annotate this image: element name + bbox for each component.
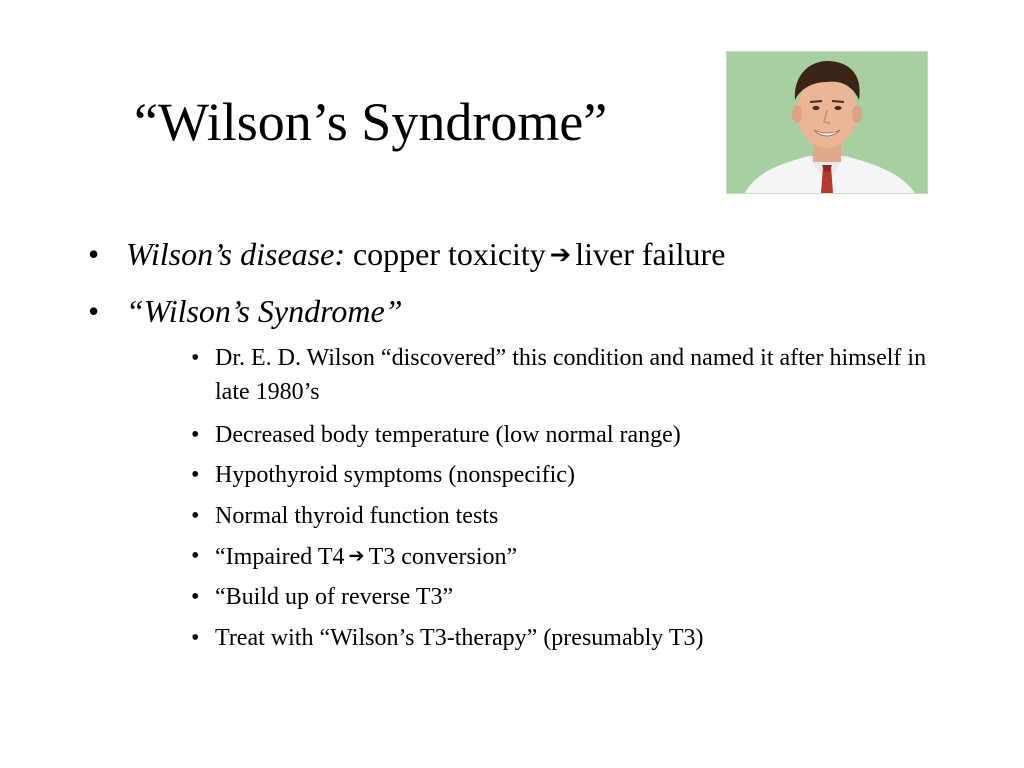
sub-bullet-dot: • bbox=[191, 625, 200, 651]
sub-bullet-text bbox=[215, 539, 951, 574]
sub-bullet-dot: • bbox=[191, 345, 200, 371]
sub-bullet-item bbox=[191, 580, 951, 614]
bullet-text bbox=[126, 292, 402, 330]
sub-bullet-dot: • bbox=[191, 462, 200, 488]
sub-bullet-dot: • bbox=[191, 584, 200, 610]
bullet-italic-term: Wilson’s disease: bbox=[126, 236, 345, 272]
sub-bullet-text: “Build up of reverse T3” bbox=[215, 584, 454, 610]
sub-bullet-text: Hypothyroid symptoms (nonspecific) bbox=[215, 462, 575, 488]
sub-bullet-dot: • bbox=[191, 422, 200, 448]
sub-bullet-item bbox=[191, 621, 951, 655]
sub-bullet-text: Dr. E. D. Wilson “discovered” this condition and named it after himself in late 1980’s bbox=[215, 345, 927, 405]
bullet-dot: • bbox=[88, 236, 100, 272]
portrait-photo bbox=[727, 52, 927, 193]
right-arrow-icon: ➔ bbox=[348, 544, 365, 567]
sub-bullet-text-after-arrow: T3 conversion” bbox=[368, 544, 518, 570]
right-arrow-icon: ➔ bbox=[549, 240, 572, 270]
bullet-italic-term: “Wilson’s Syndrome” bbox=[126, 293, 403, 329]
bullet-text-after-arrow: liver failure bbox=[575, 236, 726, 272]
portrait-photo-icon bbox=[727, 52, 927, 193]
slide-title: “Wilson’s Syndrome” bbox=[134, 92, 608, 152]
sub-bullet-text: Decreased body temperature (low normal range) bbox=[215, 422, 681, 448]
sub-bullet-dot: • bbox=[191, 503, 200, 529]
sub-bullet-item bbox=[191, 341, 951, 409]
sub-bullet-text: Treat with “Wilson’s T3-therapy” (presumably T3) bbox=[215, 625, 704, 651]
sub-bullet-item bbox=[191, 499, 951, 533]
sub-bullet-text: Normal thyroid function tests bbox=[215, 503, 499, 529]
sub-bullet-text-before-arrow: “Impaired T4 bbox=[215, 544, 345, 570]
bullet-text-before-arrow: copper toxicity bbox=[352, 236, 546, 272]
sub-bullet-item bbox=[191, 458, 951, 492]
sub-bullet-item bbox=[191, 539, 951, 574]
bullet-dot: • bbox=[88, 293, 100, 329]
sub-bullet-item bbox=[191, 418, 951, 452]
bullet-text bbox=[126, 235, 725, 274]
sub-bullet-dot: • bbox=[191, 543, 200, 569]
